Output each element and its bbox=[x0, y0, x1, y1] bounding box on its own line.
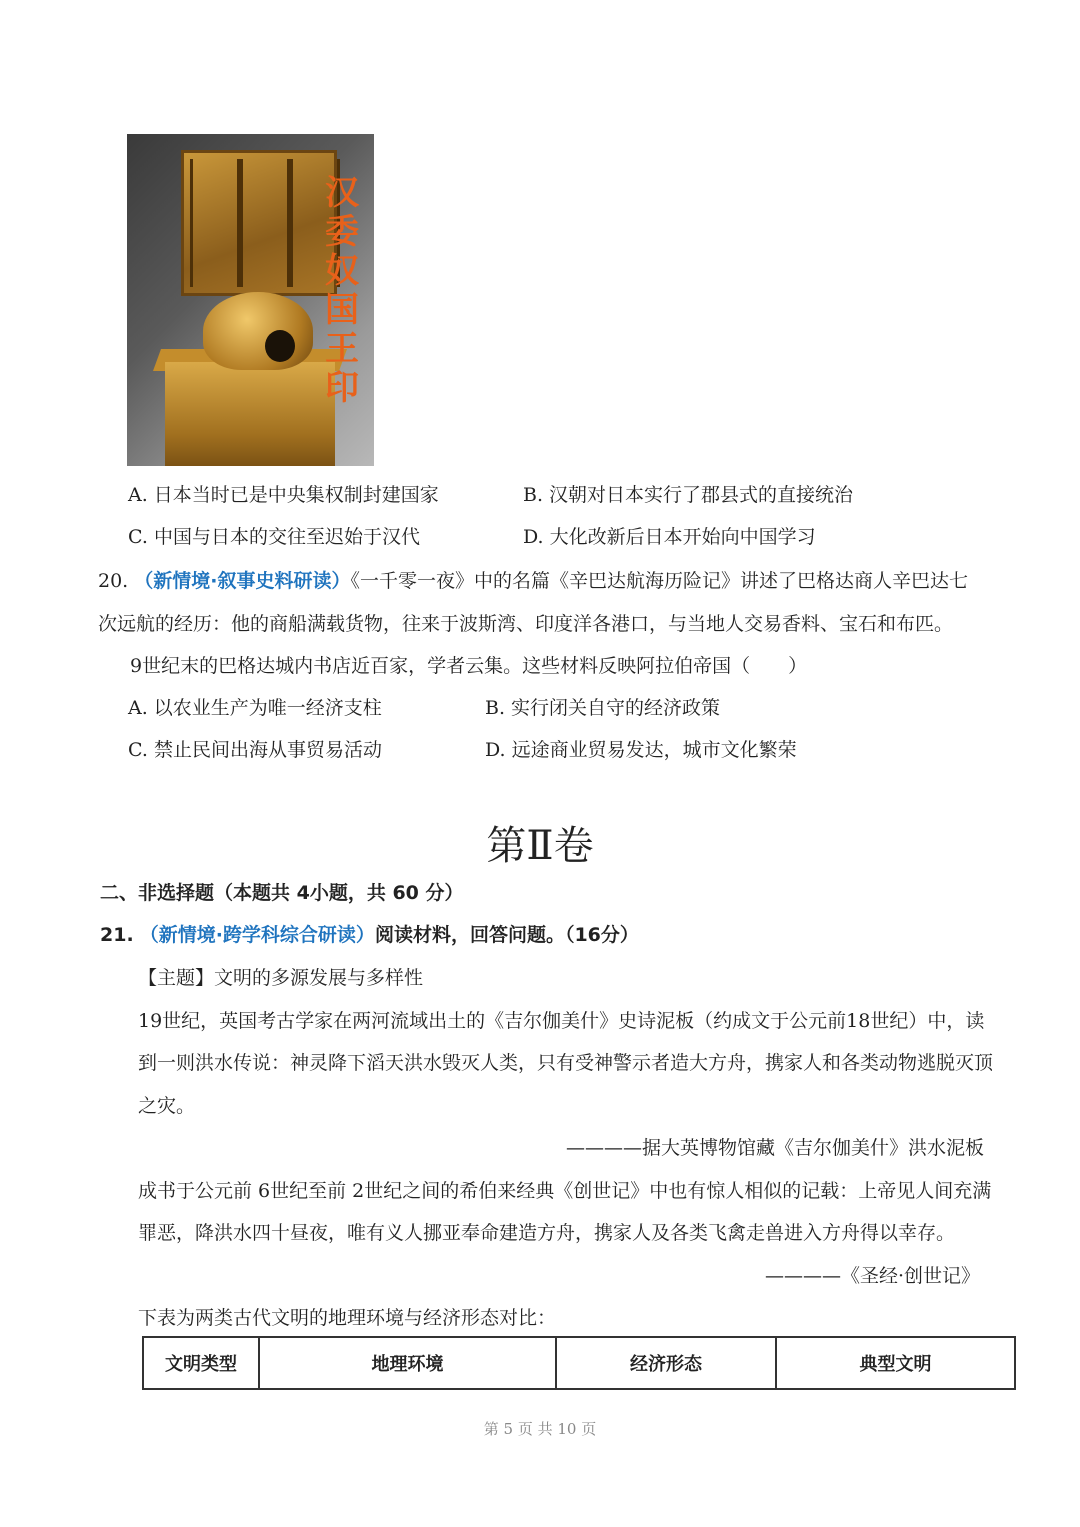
table-header-cell: 典型文明 bbox=[776, 1337, 1015, 1389]
part2-heading: 二、非选择题（本题共 4小题，共 60 分） bbox=[100, 882, 464, 904]
q20-option-b: B. 实行闭关自守的经济政策 bbox=[485, 697, 721, 719]
table-header-row bbox=[143, 1337, 1015, 1389]
q20-stem-line3: 9世纪末的巴格达城内书店近百家，学者云集。这些材料反映阿拉伯帝国（ ） bbox=[130, 655, 808, 677]
table-header-cell: 地理环境 bbox=[259, 1337, 556, 1389]
q20-stem-line1 bbox=[98, 566, 968, 593]
q21-para1-line3: 之灾。 bbox=[138, 1095, 196, 1117]
q21-theme: 【主题】文明的多源发展与多样性 bbox=[138, 967, 424, 989]
q19-option-a: A. 日本当时已是中央集权制封建国家 bbox=[128, 484, 439, 506]
q19-option-d: D. 大化改新后日本开始向中国学习 bbox=[523, 526, 816, 548]
seal-knob bbox=[203, 292, 313, 370]
q20-option-a: A. 以农业生产为唯一经济支柱 bbox=[128, 697, 382, 719]
q21-para1-line2: 到一则洪水传说：神灵降下滔天洪水毁灭人类，只有受神警示者造大方舟，携家人和各类动物逃脱灭顶 bbox=[138, 1052, 994, 1074]
q20-stem-line2: 次远航的经历：他的商船满载货物，往来于波斯湾、印度洋各港口，与当地人交易香料、宝石和布匹。 bbox=[98, 613, 954, 635]
seal-caption: 汉委奴国王印 bbox=[325, 173, 359, 408]
table-header-cell: 经济形态 bbox=[556, 1337, 776, 1389]
page-footer: 第 5 页 共 10 页 bbox=[483, 1420, 597, 1438]
comparison-table bbox=[142, 1336, 1016, 1390]
q21-tag: （新情境·跨学科综合研读） bbox=[139, 924, 375, 946]
seal-stamp-face bbox=[181, 150, 337, 296]
table-header-cell: 文明类型 bbox=[143, 1337, 259, 1389]
q21-source1: ————据大英博物馆藏《吉尔伽美什》洪水泥板 bbox=[565, 1137, 984, 1159]
q19-option-c: C. 中国与日本的交往至迟始于汉代 bbox=[128, 526, 420, 548]
q21-para2-line2: 罪恶，降洪水四十昼夜，唯有义人挪亚奉命建造方舟，携家人及各类飞禽走兽进入方舟得以幸存。 bbox=[138, 1222, 956, 1244]
q21-number: 21. bbox=[100, 924, 134, 946]
seal-knob-hole bbox=[265, 330, 295, 362]
q21-para1-line1: 19世纪，英国考古学家在两河流域出土的《吉尔伽美什》史诗泥板（约成文于公元前18世纪）中，读 bbox=[138, 1010, 985, 1032]
q21-instruction: 阅读材料，回答问题。（16分） bbox=[374, 924, 639, 946]
section-title: 第Ⅱ卷 bbox=[486, 823, 594, 869]
seal-image bbox=[127, 134, 374, 466]
q21-para2-line1: 成书于公元前 6世纪至前 2世纪之间的希伯来经典《创世记》中也有惊人相似的记载：上帝见人间充满 bbox=[138, 1180, 992, 1202]
q21-table-intro: 下表为两类古代文明的地理环境与经济形态对比： bbox=[138, 1307, 557, 1329]
q20-text-1: 《一千零一夜》中的名篇《辛巴达航海历险记》讲述了巴格达商人辛巴达七 bbox=[350, 570, 968, 592]
q21-source2: ————《圣经·创世记》 bbox=[764, 1265, 980, 1287]
q20-option-d: D. 远途商业贸易发达，城市文化繁荣 bbox=[485, 739, 797, 761]
q20-tag: （新情境·叙事史料研读） bbox=[134, 570, 351, 592]
q21-stem bbox=[100, 920, 639, 947]
q20-option-c: C. 禁止民间出海从事贸易活动 bbox=[128, 739, 382, 761]
seal-base bbox=[165, 362, 335, 466]
q20-number: 20. bbox=[98, 570, 129, 592]
q19-option-b: B. 汉朝对日本实行了郡县式的直接统治 bbox=[523, 484, 854, 506]
